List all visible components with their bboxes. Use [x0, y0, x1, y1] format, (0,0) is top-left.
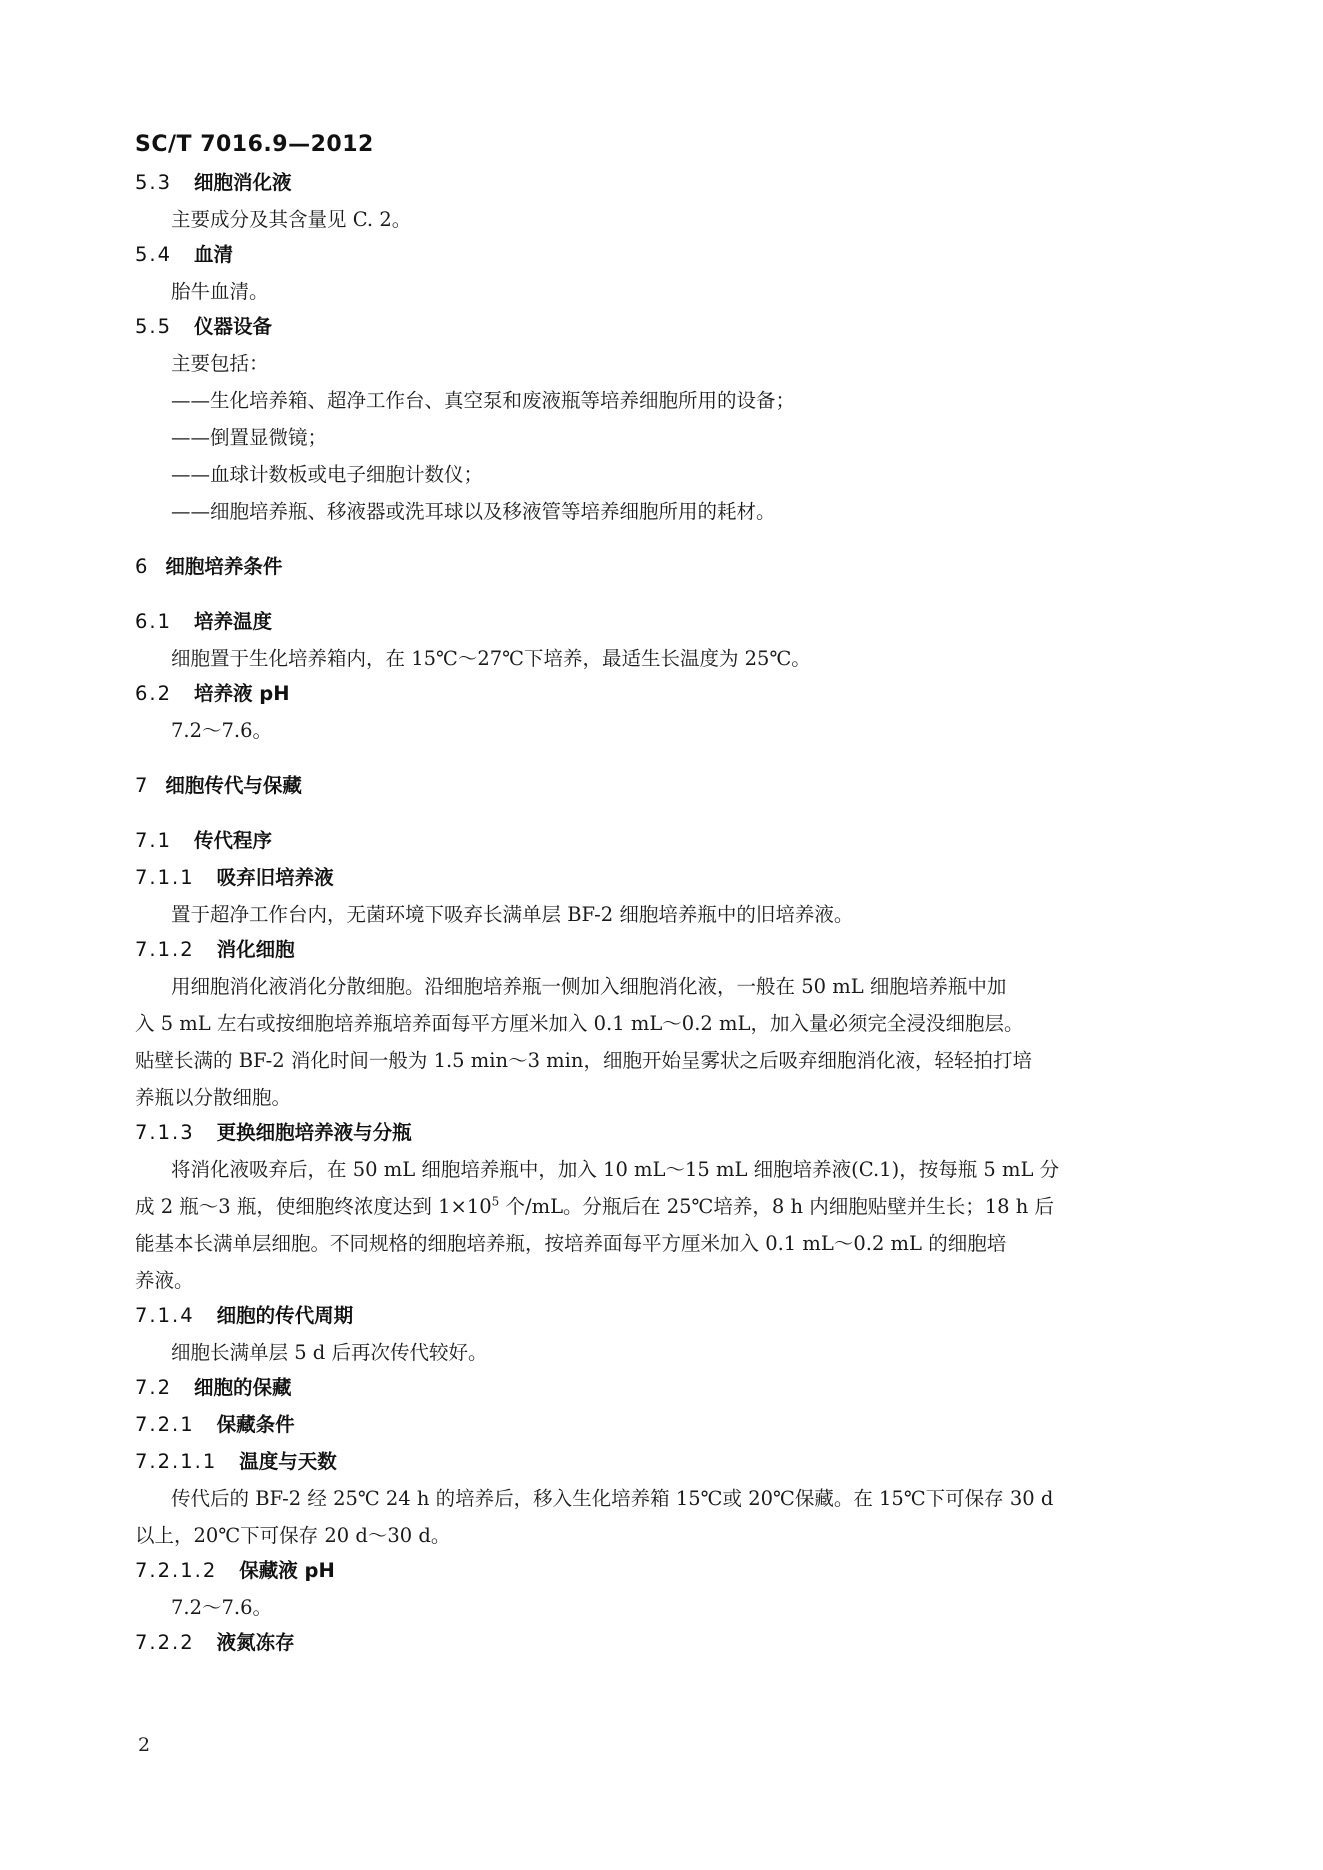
- heading-7-2-2: [135, 1633, 295, 1653]
- heading-number: 7.1.4: [135, 1304, 195, 1327]
- heading-7-2: [135, 1378, 292, 1398]
- paragraph: 细胞置于生化培养箱内，在 15℃～27℃下培养，最适生长温度为 25℃。: [171, 647, 811, 670]
- heading-number: 7.1.2: [135, 938, 195, 961]
- list-item: ——血球计数板或电子细胞计数仪；: [171, 463, 484, 486]
- list-item: ——细胞培养瓶、移液器或洗耳球以及移液管等培养细胞所用的耗材。: [171, 500, 776, 523]
- heading-title: 细胞培养条件: [165, 555, 283, 578]
- heading-7-1-3: [135, 1123, 412, 1143]
- heading-5-4: [135, 245, 233, 265]
- heading-title: 细胞消化液: [194, 171, 292, 194]
- heading-title: 消化细胞: [216, 938, 295, 961]
- heading-title: 细胞传代与保藏: [165, 774, 302, 797]
- paragraph-line: 传代后的 BF-2 经 25℃ 24 h 的培养后，移入生化培养箱 15℃或 20℃保藏。在 15℃下可保存 30 d: [171, 1487, 1054, 1510]
- heading-7-1-4: [135, 1306, 353, 1326]
- page-number: 2: [138, 1734, 151, 1756]
- heading-7-1-2: [135, 940, 295, 960]
- paragraph-line: 将消化液吸弃后，在 50 mL 细胞培养瓶中，加入 10 mL～15 mL 细胞培养液(C.1)，按每瓶 5 mL 分: [171, 1158, 1060, 1181]
- heading-7-1-1: [135, 868, 334, 888]
- heading-5-3: [135, 173, 292, 193]
- heading-6: [135, 557, 282, 577]
- heading-title: 液氮冻存: [216, 1631, 295, 1654]
- heading-title: 培养温度: [194, 610, 273, 633]
- heading-title: 仪器设备: [194, 315, 273, 338]
- paragraph: 主要成分及其含量见 C. 2。: [171, 208, 412, 231]
- paragraph-line: 能基本长满单层细胞。不同规格的细胞培养瓶，按培养面每平方厘米加入 0.1 mL～0.2 mL 的细胞培: [135, 1232, 1007, 1255]
- heading-number: 7: [135, 774, 150, 797]
- heading-number: 7.2.1.1: [135, 1450, 218, 1473]
- paragraph-line: 贴壁长满的 BF-2 消化时间一般为 1.5 min～3 min，细胞开始呈雾状之后吸弃细胞消化液，轻轻拍打培: [135, 1049, 1032, 1072]
- heading-number: 7.1: [135, 829, 173, 852]
- heading-number: 5.3: [135, 171, 173, 194]
- paragraph-line: 入 5 mL 左右或按细胞培养瓶培养面每平方厘米加入 0.1 mL～0.2 mL，加入量必须完全浸没细胞层。: [135, 1012, 1024, 1035]
- heading-7-2-1-2: [135, 1561, 335, 1581]
- heading-number: 6.1: [135, 610, 173, 633]
- paragraph: 7.2～7.6。: [171, 719, 273, 742]
- heading-number: 5.5: [135, 315, 173, 338]
- heading-title: 血清: [194, 243, 234, 266]
- paragraph: 7.2～7.6。: [171, 1596, 273, 1619]
- heading-number: 7.2.1.2: [135, 1559, 218, 1582]
- heading-title: 培养液 pH: [194, 682, 290, 705]
- heading-7-2-1: [135, 1415, 295, 1435]
- heading-number: 6: [135, 555, 150, 578]
- heading-title: 细胞的保藏: [194, 1376, 292, 1399]
- paragraph-line: 养液。: [135, 1269, 194, 1292]
- standard-number-header: SC/T 7016.9—2012: [135, 132, 374, 157]
- heading-title: 吸弃旧培养液: [216, 866, 334, 889]
- paragraph: 置于超净工作台内，无菌环境下吸弃长满单层 BF-2 细胞培养瓶中的旧培养液。: [171, 903, 854, 926]
- heading-title: 细胞的传代周期: [216, 1304, 354, 1327]
- paragraph-line: 成 2 瓶～3 瓶，使细胞终浓度达到 $1\times 10^5$ 个/mL。分瓶后在 25℃培养，8 h 内细胞贴壁并生长；18 h 后: [135, 1194, 1054, 1218]
- heading-6-2: [135, 684, 290, 704]
- heading-title: 保藏液 pH: [239, 1559, 335, 1582]
- list-item: ——生化培养箱、超净工作台、真空泵和废液瓶等培养细胞所用的设备；: [171, 389, 796, 412]
- heading-5-5: [135, 317, 272, 337]
- heading-number: 7.2.1: [135, 1413, 195, 1436]
- heading-title: 温度与天数: [239, 1450, 337, 1473]
- heading-title: 保藏条件: [216, 1413, 295, 1436]
- heading-7-2-1-1: [135, 1452, 337, 1472]
- heading-number: 7.1.3: [135, 1121, 195, 1144]
- heading-number: 7.1.1: [135, 866, 195, 889]
- paragraph-line: 用细胞消化液消化分散细胞。沿细胞培养瓶一侧加入细胞消化液，一般在 50 mL 细胞培养瓶中加: [171, 975, 1007, 998]
- paragraph: 胎牛血清。: [171, 280, 269, 303]
- heading-6-1: [135, 612, 272, 632]
- paragraph-line: 以上，20℃下可保存 20 d～30 d。: [135, 1524, 451, 1547]
- paragraph: 细胞长满单层 5 d 后再次传代较好。: [171, 1341, 488, 1364]
- heading-number: 6.2: [135, 682, 173, 705]
- heading-title: 传代程序: [194, 829, 273, 852]
- heading-number: 5.4: [135, 243, 173, 266]
- heading-title: 更换细胞培养液与分瓶: [216, 1121, 412, 1144]
- list-item: ——倒置显微镜；: [171, 426, 328, 449]
- paragraph-line: 养瓶以分散细胞。: [135, 1086, 292, 1109]
- heading-number: 7.2.2: [135, 1631, 195, 1654]
- heading-7-1: [135, 831, 272, 851]
- heading-number: 7.2: [135, 1376, 173, 1399]
- paragraph: 主要包括：: [171, 352, 269, 375]
- heading-7: [135, 776, 302, 796]
